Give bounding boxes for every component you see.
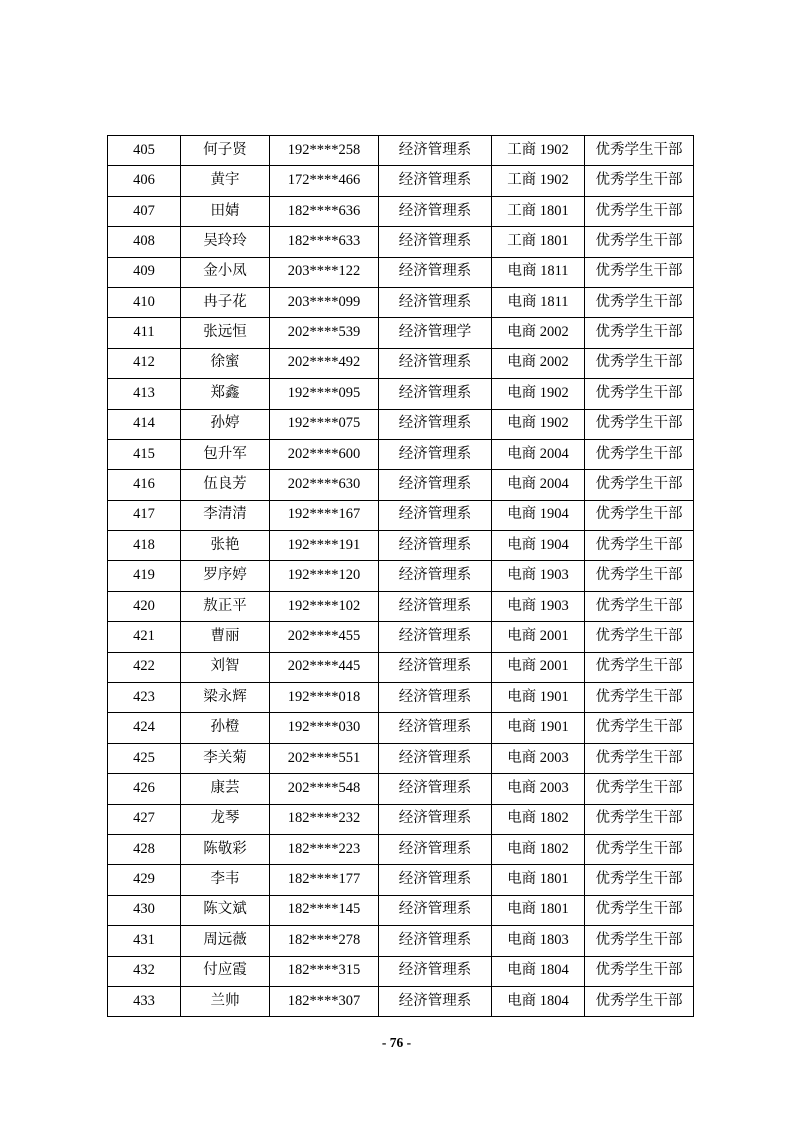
cell-student-name: 曹丽: [181, 622, 270, 652]
cell-student-id: 182****633: [270, 227, 379, 257]
table-row: [108, 379, 694, 409]
cell-row-index: 409: [108, 257, 181, 287]
cell-honor-title: 优秀学生干部: [585, 834, 694, 864]
cell-student-name: 敖正平: [181, 591, 270, 621]
cell-honor-title: 优秀学生干部: [585, 409, 694, 439]
cell-class: 电商 1811: [492, 257, 585, 287]
cell-student-name: 徐蜜: [181, 348, 270, 378]
cell-honor-title: 优秀学生干部: [585, 561, 694, 591]
cell-class: 电商 1801: [492, 895, 585, 925]
table-row: [108, 227, 694, 257]
cell-class: 电商 1902: [492, 379, 585, 409]
cell-honor-title: 优秀学生干部: [585, 713, 694, 743]
table-row: [108, 926, 694, 956]
cell-department: 经济管理系: [379, 439, 492, 469]
cell-department: 经济管理系: [379, 470, 492, 500]
table-row: [108, 956, 694, 986]
cell-student-name: 李清清: [181, 500, 270, 530]
cell-honor-title: 优秀学生干部: [585, 470, 694, 500]
cell-honor-title: 优秀学生干部: [585, 743, 694, 773]
cell-student-name: 黄宇: [181, 166, 270, 196]
cell-class: 电商 2001: [492, 622, 585, 652]
cell-department: 经济管理系: [379, 865, 492, 895]
cell-honor-title: 优秀学生干部: [585, 166, 694, 196]
cell-row-index: 427: [108, 804, 181, 834]
cell-student-id: 203****099: [270, 287, 379, 317]
cell-student-name: 李关菊: [181, 743, 270, 773]
cell-student-name: 伍良芳: [181, 470, 270, 500]
cell-student-name: 何子贤: [181, 136, 270, 166]
cell-department: 经济管理系: [379, 652, 492, 682]
cell-row-index: 407: [108, 196, 181, 226]
cell-honor-title: 优秀学生干部: [585, 531, 694, 561]
cell-student-id: 202****600: [270, 439, 379, 469]
cell-class: 电商 1904: [492, 531, 585, 561]
cell-student-id: 202****492: [270, 348, 379, 378]
cell-row-index: 414: [108, 409, 181, 439]
cell-row-index: 424: [108, 713, 181, 743]
cell-student-id: 182****145: [270, 895, 379, 925]
cell-class: 工商 1902: [492, 166, 585, 196]
cell-class: 电商 2003: [492, 774, 585, 804]
cell-student-name: 陈敬彩: [181, 834, 270, 864]
table-row: [108, 348, 694, 378]
cell-honor-title: 优秀学生干部: [585, 348, 694, 378]
cell-row-index: 408: [108, 227, 181, 257]
cell-student-name: 冉子花: [181, 287, 270, 317]
cell-student-id: 182****636: [270, 196, 379, 226]
roster-table-container: [107, 135, 687, 1017]
cell-row-index: 411: [108, 318, 181, 348]
cell-student-name: 孙橙: [181, 713, 270, 743]
cell-class: 电商 1804: [492, 956, 585, 986]
cell-department: 经济管理系: [379, 683, 492, 713]
cell-row-index: 420: [108, 591, 181, 621]
cell-student-id: 182****232: [270, 804, 379, 834]
cell-student-name: 李韦: [181, 865, 270, 895]
cell-class: 电商 2002: [492, 348, 585, 378]
cell-class: 电商 2004: [492, 470, 585, 500]
cell-student-name: 张远恒: [181, 318, 270, 348]
cell-class: 电商 1903: [492, 561, 585, 591]
cell-student-id: 172****466: [270, 166, 379, 196]
cell-honor-title: 优秀学生干部: [585, 439, 694, 469]
cell-department: 经济管理系: [379, 561, 492, 591]
cell-department: 经济管理系: [379, 227, 492, 257]
table-row: [108, 409, 694, 439]
cell-department: 经济管理系: [379, 348, 492, 378]
cell-department: 经济管理系: [379, 895, 492, 925]
roster-table-body: [108, 136, 694, 1017]
cell-row-index: 430: [108, 895, 181, 925]
table-row: [108, 591, 694, 621]
cell-class: 工商 1801: [492, 196, 585, 226]
cell-department: 经济管理系: [379, 136, 492, 166]
cell-row-index: 426: [108, 774, 181, 804]
cell-honor-title: 优秀学生干部: [585, 287, 694, 317]
cell-student-id: 182****177: [270, 865, 379, 895]
page-number: - 76 -: [381, 1035, 412, 1050]
table-row: [108, 622, 694, 652]
cell-department: 经济管理系: [379, 774, 492, 804]
cell-honor-title: 优秀学生干部: [585, 500, 694, 530]
cell-student-name: 周远薇: [181, 926, 270, 956]
cell-row-index: 431: [108, 926, 181, 956]
table-row: [108, 683, 694, 713]
table-row: [108, 652, 694, 682]
cell-student-id: 192****030: [270, 713, 379, 743]
cell-student-id: 192****095: [270, 379, 379, 409]
cell-department: 经济管理系: [379, 926, 492, 956]
cell-department: 经济管理系: [379, 591, 492, 621]
cell-student-name: 陈文斌: [181, 895, 270, 925]
cell-row-index: 410: [108, 287, 181, 317]
cell-honor-title: 优秀学生干部: [585, 956, 694, 986]
cell-department: 经济管理系: [379, 713, 492, 743]
cell-row-index: 412: [108, 348, 181, 378]
cell-department: 经济管理系: [379, 196, 492, 226]
cell-department: 经济管理系: [379, 986, 492, 1016]
cell-row-index: 405: [108, 136, 181, 166]
cell-row-index: 432: [108, 956, 181, 986]
cell-honor-title: 优秀学生干部: [585, 622, 694, 652]
cell-class: 工商 1801: [492, 227, 585, 257]
cell-honor-title: 优秀学生干部: [585, 196, 694, 226]
cell-department: 经济管理系: [379, 257, 492, 287]
cell-row-index: 416: [108, 470, 181, 500]
cell-student-id: 192****258: [270, 136, 379, 166]
cell-student-id: 202****548: [270, 774, 379, 804]
cell-row-index: 406: [108, 166, 181, 196]
roster-table: [107, 135, 694, 1017]
cell-student-id: 202****445: [270, 652, 379, 682]
cell-class: 电商 1802: [492, 804, 585, 834]
table-row: [108, 774, 694, 804]
table-row: [108, 470, 694, 500]
table-row: [108, 986, 694, 1016]
cell-honor-title: 优秀学生干部: [585, 683, 694, 713]
table-row: [108, 318, 694, 348]
cell-class: 电商 1904: [492, 500, 585, 530]
cell-class: 电商 1901: [492, 683, 585, 713]
cell-student-id: 182****307: [270, 986, 379, 1016]
cell-honor-title: 优秀学生干部: [585, 865, 694, 895]
table-row: [108, 895, 694, 925]
cell-honor-title: 优秀学生干部: [585, 774, 694, 804]
cell-department: 经济管理系: [379, 804, 492, 834]
cell-student-name: 田婧: [181, 196, 270, 226]
table-row: [108, 166, 694, 196]
cell-student-id: 192****191: [270, 531, 379, 561]
table-row: [108, 196, 694, 226]
cell-student-id: 202****630: [270, 470, 379, 500]
cell-row-index: 417: [108, 500, 181, 530]
cell-student-name: 包升军: [181, 439, 270, 469]
cell-class: 电商 2004: [492, 439, 585, 469]
cell-row-index: 428: [108, 834, 181, 864]
cell-student-id: 203****122: [270, 257, 379, 287]
cell-department: 经济管理系: [379, 500, 492, 530]
table-row: [108, 531, 694, 561]
cell-row-index: 423: [108, 683, 181, 713]
table-row: [108, 834, 694, 864]
cell-department: 经济管理系: [379, 379, 492, 409]
table-row: [108, 743, 694, 773]
table-row: [108, 500, 694, 530]
cell-row-index: 429: [108, 865, 181, 895]
cell-student-id: 192****120: [270, 561, 379, 591]
cell-class: 电商 1803: [492, 926, 585, 956]
cell-student-id: 182****278: [270, 926, 379, 956]
cell-row-index: 421: [108, 622, 181, 652]
cell-honor-title: 优秀学生干部: [585, 591, 694, 621]
cell-class: 电商 1802: [492, 834, 585, 864]
cell-student-id: 192****102: [270, 591, 379, 621]
cell-class: 电商 1903: [492, 591, 585, 621]
table-row: [108, 257, 694, 287]
cell-student-name: 张艳: [181, 531, 270, 561]
cell-student-id: 192****018: [270, 683, 379, 713]
cell-student-name: 康芸: [181, 774, 270, 804]
cell-student-name: 吴玲玲: [181, 227, 270, 257]
cell-class: 电商 1901: [492, 713, 585, 743]
cell-student-name: 金小凤: [181, 257, 270, 287]
cell-department: 经济管理系: [379, 834, 492, 864]
cell-student-name: 龙琴: [181, 804, 270, 834]
cell-honor-title: 优秀学生干部: [585, 926, 694, 956]
cell-class: 电商 1804: [492, 986, 585, 1016]
cell-honor-title: 优秀学生干部: [585, 986, 694, 1016]
cell-class: 电商 1801: [492, 865, 585, 895]
cell-honor-title: 优秀学生干部: [585, 652, 694, 682]
cell-student-id: 182****315: [270, 956, 379, 986]
cell-student-name: 兰帅: [181, 986, 270, 1016]
cell-row-index: 425: [108, 743, 181, 773]
cell-row-index: 415: [108, 439, 181, 469]
cell-student-id: 182****223: [270, 834, 379, 864]
cell-student-name: 刘智: [181, 652, 270, 682]
cell-row-index: 422: [108, 652, 181, 682]
cell-honor-title: 优秀学生干部: [585, 895, 694, 925]
cell-student-id: 202****551: [270, 743, 379, 773]
cell-department: 经济管理系: [379, 956, 492, 986]
cell-class: 电商 2001: [492, 652, 585, 682]
cell-class: 电商 2002: [492, 318, 585, 348]
cell-student-name: 梁永辉: [181, 683, 270, 713]
cell-honor-title: 优秀学生干部: [585, 257, 694, 287]
cell-honor-title: 优秀学生干部: [585, 227, 694, 257]
table-row: [108, 439, 694, 469]
cell-department: 经济管理系: [379, 287, 492, 317]
cell-class: 工商 1902: [492, 136, 585, 166]
cell-student-name: 付应霞: [181, 956, 270, 986]
cell-student-id: 192****075: [270, 409, 379, 439]
cell-department: 经济管理系: [379, 531, 492, 561]
cell-row-index: 433: [108, 986, 181, 1016]
cell-honor-title: 优秀学生干部: [585, 379, 694, 409]
table-row: [108, 287, 694, 317]
table-row: [108, 561, 694, 591]
cell-row-index: 413: [108, 379, 181, 409]
cell-student-name: 孙婷: [181, 409, 270, 439]
table-row: [108, 804, 694, 834]
cell-honor-title: 优秀学生干部: [585, 318, 694, 348]
cell-row-index: 418: [108, 531, 181, 561]
cell-honor-title: 优秀学生干部: [585, 804, 694, 834]
cell-student-name: 罗序婷: [181, 561, 270, 591]
cell-student-name: 郑鑫: [181, 379, 270, 409]
table-row: [108, 713, 694, 743]
cell-department: 经济管理系: [379, 166, 492, 196]
cell-department: 经济管理学: [379, 318, 492, 348]
cell-department: 经济管理系: [379, 743, 492, 773]
cell-student-id: 192****167: [270, 500, 379, 530]
cell-student-id: 202****455: [270, 622, 379, 652]
cell-row-index: 419: [108, 561, 181, 591]
cell-student-id: 202****539: [270, 318, 379, 348]
table-row: [108, 136, 694, 166]
cell-class: 电商 1902: [492, 409, 585, 439]
cell-department: 经济管理系: [379, 622, 492, 652]
cell-class: 电商 1811: [492, 287, 585, 317]
cell-class: 电商 2003: [492, 743, 585, 773]
cell-department: 经济管理系: [379, 409, 492, 439]
cell-honor-title: 优秀学生干部: [585, 136, 694, 166]
table-row: [108, 865, 694, 895]
